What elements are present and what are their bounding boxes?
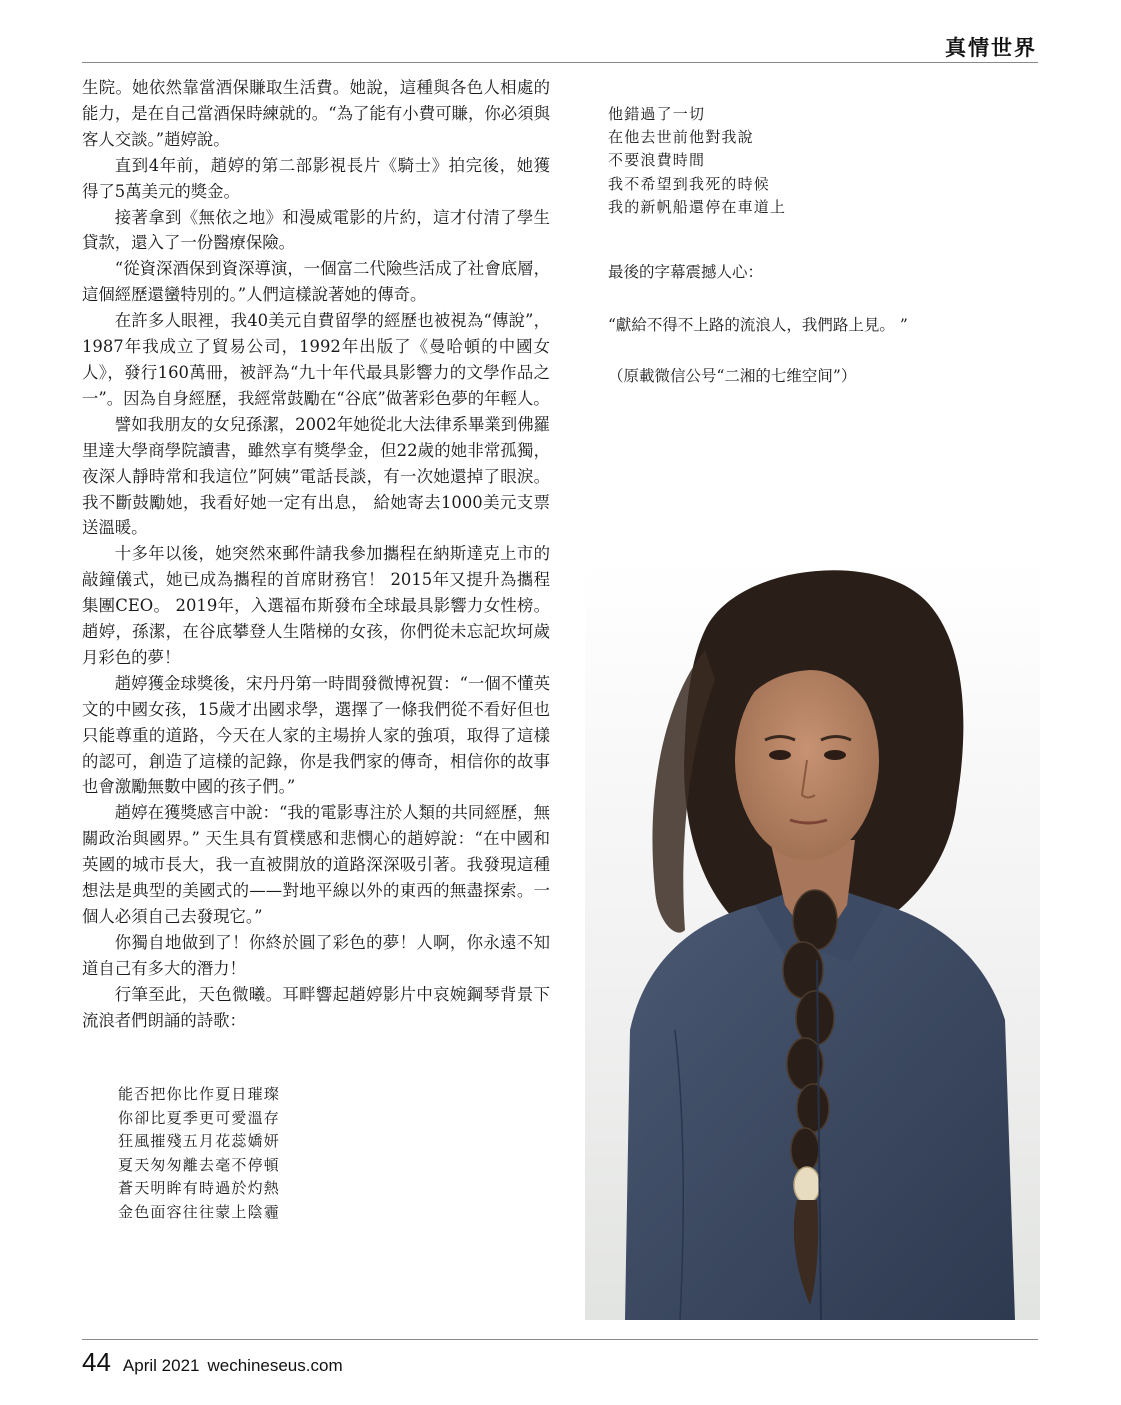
poem-line: 我不希望到我死的時候 [608, 174, 771, 193]
poem-line: 在他去世前他對我說 [608, 128, 754, 147]
poem-line: 蒼天明眸有時過於灼熱 [118, 1179, 281, 1197]
article-paragraph: 趙婷在獲獎感言中說：“我的電影專注於人類的共同經歷，無關政治與國界。” 天生具有質樸感和悲憫心的趙婷說：“在中國和英國的城市長大，我一直被開放的道路深深吸引著。我發現這種想法是典型的美國式的——對地平線以外的東西的無盡探索。一個人必須自己去發現它。” [82, 803, 550, 926]
header-divider [82, 62, 1038, 63]
article-paragraph: 接著拿到《無依之地》和漫威電影的片約，這才付清了學生貸款，還入了一份醫療保險。 [82, 207, 550, 253]
page-footer [82, 1347, 343, 1378]
poem-line: 金色面容往往蒙上陰霾 [118, 1202, 281, 1221]
portrait-photo [585, 560, 1040, 1320]
dedication-quote: “獻給不得不上路的流浪人，我們路上見。 ” [608, 316, 908, 334]
poem-line: 不要浪費時間 [608, 151, 706, 170]
article-body [82, 75, 550, 1034]
article-paragraph: 你獨自地做到了！你終於圓了彩色的夢！人啊，你永遠不知道自己有多大的潛力！ [82, 932, 550, 978]
closing-credits-line: 最後的字幕震撼人心： [608, 263, 764, 281]
source-note: （原載微信公号“二湘的七维空间”） [608, 367, 857, 385]
article-paragraph: 十多年以後，她突然來郵件請我參加攜程在納斯達克上市的敲鐘儀式，她已成為攜程的首席財務官！ 2015年又提升為攜程集團CEO。 2019年，入選福布斯發布全球最具影響力女性榜。趙婷，孫潔，在谷底攀登人生階梯的女孩，你們從未忘記坎坷歲月彩色的夢！ [82, 544, 550, 667]
article-paragraph: 在許多人眼裡，我40美元自費留學的經歷也被視為“傳說”，1987年我成立了貿易公司，1992年出版了《曼哈頓的中國女人》，發行160萬冊，被評為“九十年代最具影響力的文學作品之一”。因為自身經歷，我經常鼓勵在“谷底”做著彩色夢的年輕人。 [82, 311, 550, 408]
issue-date: April 2021 [122, 1356, 200, 1375]
page-number: 44 [82, 1347, 111, 1377]
website-link[interactable]: wechineseus.com [207, 1356, 343, 1375]
section-title: 真情世界 [945, 35, 1037, 60]
poem-right [608, 103, 786, 219]
article-paragraph: 直到4年前，趙婷的第二部影視長片《騎士》拍完後，她獲得了5萬美元的獎金。 [82, 155, 550, 201]
poem-line: 他錯過了一切 [608, 105, 706, 123]
article-paragraph: “從資深酒保到資深導演，一個富二代險些活成了社會底層，這個經歷還蠻特別的。”人們這樣說著她的傳奇。 [82, 259, 550, 305]
poem-line: 能否把你比作夏日璀璨 [118, 1085, 281, 1103]
article-paragraph: 趙婷獲金球獎後，宋丹丹第一時間發微博祝賀：“一個不懂英文的中國女孩，15歲才出國求學，選擇了一條我們從不看好但也只能尊重的道路，今天在人家的主場拚人家的強項，取得了這樣的認可，創造了這樣的記錄，你是我們家的傳奇，相信你的故事也會激勵無數中國的孩子們。” [82, 673, 550, 797]
article-paragraph: 譬如我朋友的女兒孫潔，2002年她從北大法律系畢業到佛羅里達大學商學院讀書，雖然享有獎學金，但22歲的她非常孤獨，夜深人靜時常和我這位”阿姨”電話長談，有一次她還掉了眼淚。我不斷鼓勵她，我看好她一定有出息， 給她寄去1000美元支票送溫暖。 [82, 414, 550, 538]
poem-line: 你卻比夏季更可愛溫存 [118, 1108, 281, 1127]
footer-divider [82, 1339, 1038, 1340]
article-paragraph: 生院。她依然靠當酒保賺取生活費。她說，這種與各色人相處的能力，是在自己當酒保時練就的。“為了能有小費可賺，你必須與客人交談。”趙婷說。 [82, 78, 550, 149]
poem-line: 夏天匆匆離去毫不停頓 [118, 1155, 281, 1174]
poem-line: 我的新帆船還停在車道上 [608, 197, 787, 216]
poem-left [118, 1083, 280, 1224]
poem-line: 狂風摧殘五月花蕊嬌妍 [118, 1132, 281, 1150]
article-paragraph: 行筆至此，天色微曦。耳畔響起趙婷影片中哀婉鋼琴背景下流浪者們朗誦的詩歌： [82, 984, 550, 1030]
